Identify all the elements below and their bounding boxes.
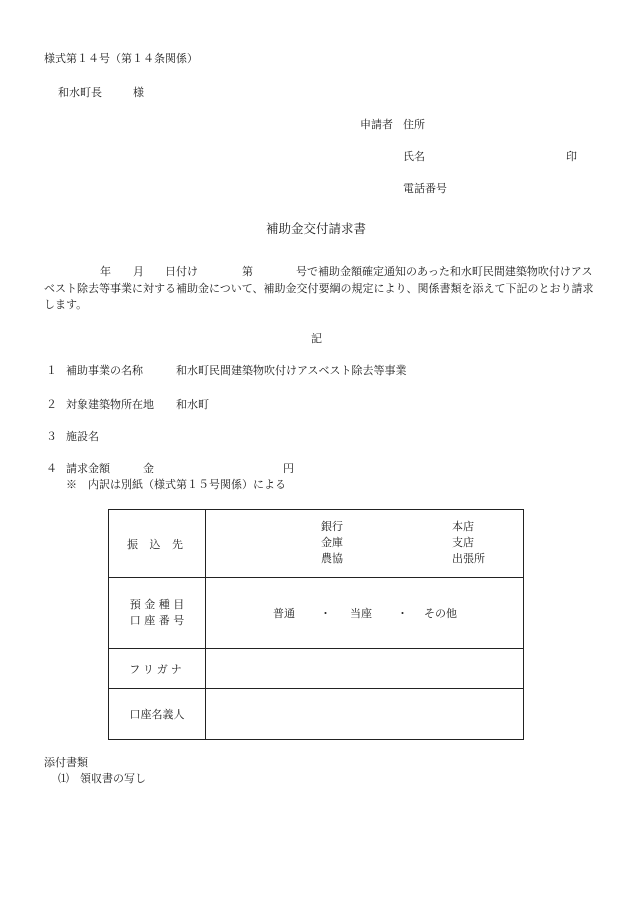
bank-type-shinkin: 金庫 bbox=[321, 536, 343, 549]
address-label: 住所 bbox=[403, 118, 425, 131]
account-holder-label-cell bbox=[109, 689, 206, 740]
transfer-label: 振 込 先 bbox=[127, 537, 187, 551]
account-type-row bbox=[109, 578, 524, 649]
item-1-value: 和水町民間建築物吹付けアスベスト除去等事業 bbox=[176, 364, 407, 377]
transfer-value-cell bbox=[206, 510, 524, 578]
body-line3: します。 bbox=[44, 298, 88, 311]
body-date: 日付け bbox=[165, 265, 198, 278]
account-holder-row bbox=[109, 689, 524, 740]
addressee: 和水町長 bbox=[58, 86, 102, 99]
furigana-label-cell bbox=[109, 649, 206, 689]
account-number-label: 口 座 番 号 bbox=[129, 614, 185, 627]
branch-type-head: 本店 bbox=[452, 520, 474, 533]
transfer-label-cell bbox=[109, 510, 206, 578]
name-label: 氏名 bbox=[403, 150, 425, 163]
bank-account-table bbox=[108, 509, 524, 740]
item-2-value: 和水町 bbox=[176, 398, 209, 411]
body-year: 年 bbox=[100, 265, 111, 278]
phone-label: 電話番号 bbox=[403, 182, 447, 195]
option-dot-2: ・ bbox=[397, 607, 408, 620]
furigana-row bbox=[109, 649, 524, 689]
breakdown-note: ※ 内訳は別紙（様式第１５号関係）による bbox=[66, 478, 286, 491]
item-3-num: ３ bbox=[46, 430, 57, 443]
ki-heading: 記 bbox=[311, 332, 322, 345]
item-4-value: 金 bbox=[143, 462, 154, 475]
bank-type-nokyo: 農協 bbox=[321, 552, 343, 565]
account-type-label: 預 金 種 目 bbox=[129, 598, 185, 611]
account-type-label-cell bbox=[109, 578, 206, 649]
item-1-num: １ bbox=[46, 364, 57, 377]
item-4-unit: 円 bbox=[283, 462, 294, 475]
account-type-value-cell bbox=[206, 578, 524, 649]
option-other: その他 bbox=[424, 607, 457, 620]
option-dot-1: ・ bbox=[320, 607, 331, 620]
account-holder-value-cell bbox=[206, 689, 524, 740]
body-line2: ベスト除去等事業に対する補助金について、補助金交付要綱の規定により、関係書類を添えて下記のとおり請求 bbox=[44, 282, 594, 295]
body-dai: 第 bbox=[242, 265, 253, 278]
transfer-row bbox=[109, 510, 524, 578]
seal-mark: 印 bbox=[566, 150, 577, 163]
attachments-label: 添付書類 bbox=[44, 756, 88, 769]
applicant-label: 申請者 bbox=[360, 118, 393, 131]
item-2-num: ２ bbox=[46, 398, 57, 411]
bank-type-bank: 銀行 bbox=[321, 520, 343, 533]
honorific: 様 bbox=[133, 86, 144, 99]
attachment-1: ⑴ 領収書の写し bbox=[58, 772, 146, 785]
option-current: 当座 bbox=[350, 607, 372, 620]
account-holder-label: 口座名義人 bbox=[129, 708, 185, 721]
furigana-label: フリガナ bbox=[129, 662, 185, 676]
item-3-label: 施設名 bbox=[66, 430, 99, 443]
option-normal: 普通 bbox=[273, 607, 295, 620]
document-title: 補助金交付請求書 bbox=[266, 221, 367, 236]
form-number: 様式第１４号（第１４条関係） bbox=[44, 52, 198, 65]
branch-type-office: 出張所 bbox=[452, 552, 485, 565]
item-4-num: ４ bbox=[46, 462, 57, 475]
body-line1: 号で補助金額確定通知のあった和水町民間建築物吹付けアス bbox=[296, 265, 593, 278]
item-4-label: 請求金額 bbox=[66, 462, 110, 475]
furigana-value-cell bbox=[206, 649, 524, 689]
item-1-label: 補助事業の名称 bbox=[66, 364, 143, 377]
branch-type-branch: 支店 bbox=[452, 536, 474, 549]
body-month: 月 bbox=[133, 265, 144, 278]
item-2-label: 対象建築物所在地 bbox=[66, 398, 154, 411]
